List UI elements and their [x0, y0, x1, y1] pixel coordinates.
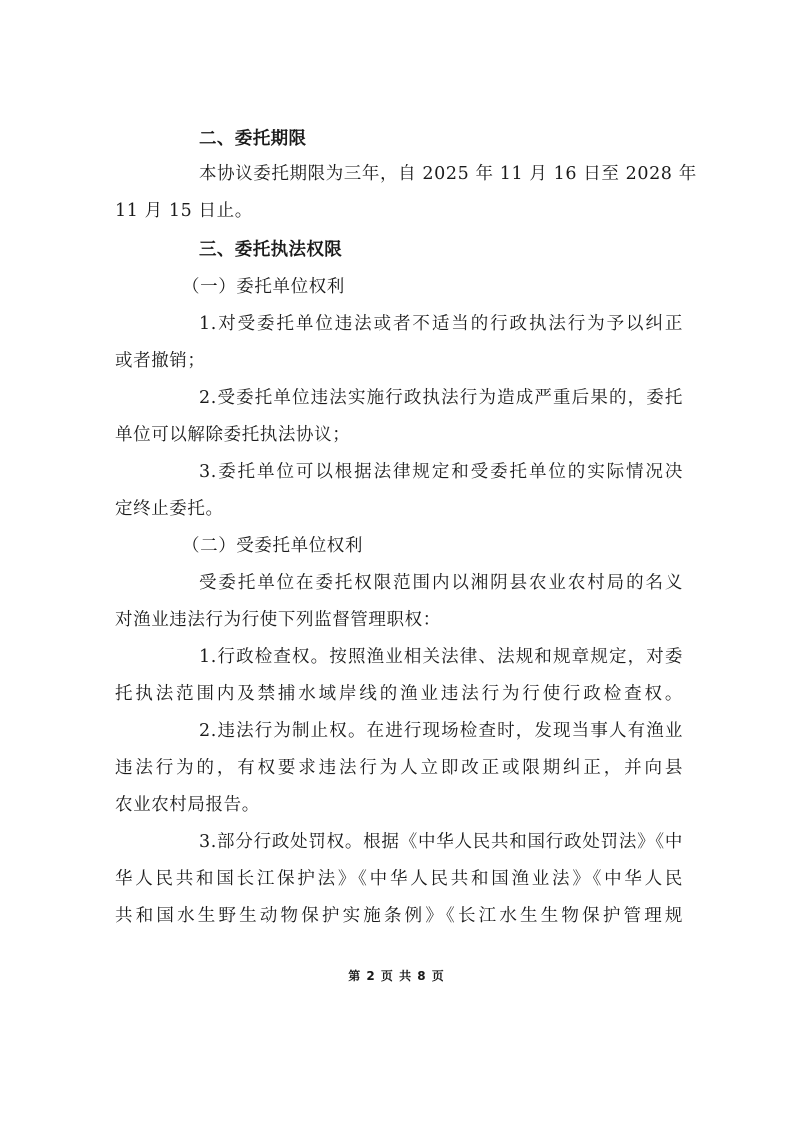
- paragraph-line: 本协议委托期限为三年，自 2025 年 11 月 16 日至 2028 年: [199, 164, 697, 184]
- paragraph-line: 2.受委托单位违法实施行政执法行为造成严重后果的，委托: [199, 388, 683, 408]
- paragraph-line: 或者撤销；: [115, 351, 206, 371]
- paragraph-line: 1.行政检查权。按照渔业相关法律、法规和规章规定，对委: [199, 647, 683, 667]
- section-heading-term: 二、委托期限: [199, 129, 307, 149]
- paragraph-line: 3.委托单位可以根据法律规定和受委托单位的实际情况决: [199, 462, 683, 482]
- paragraph-line: 11 月 15 日止。: [115, 201, 253, 221]
- page-number-footer: 第 2 页 共 8 页: [348, 969, 445, 983]
- paragraph-line: 定终止委托。: [115, 499, 224, 519]
- paragraph-line: 共和国水生野生动物保护实施条例》《长江水生生物保护管理规: [115, 906, 683, 926]
- paragraph-line: 单位可以解除委托执法协议；: [115, 425, 351, 445]
- paragraph-line: 1.对受委托单位违法或者不适当的行政执法行为予以纠正: [199, 314, 683, 334]
- paragraph-line: 2.违法行为制止权。在进行现场检查时，发现当事人有渔业: [199, 721, 683, 741]
- paragraph-line: 对渔业违法行为行使下列监督管理职权：: [115, 610, 441, 630]
- section-heading-authority: 三、委托执法权限: [199, 240, 343, 260]
- subsection-heading-entrusted-rights: （二）受委托单位权利: [182, 536, 363, 556]
- paragraph-line: 托执法范围内及禁捕水域岸线的渔业违法行为行使行政检查权。: [115, 684, 683, 704]
- paragraph-line: 农业农村局报告。: [115, 795, 260, 815]
- paragraph-line: 3.部分行政处罚权。根据《中华人民共和国行政处罚法》《中: [199, 832, 683, 852]
- paragraph-line: 受委托单位在委托权限范围内以湘阴县农业农村局的名义: [199, 573, 683, 593]
- paragraph-line: 违法行为的，有权要求违法行为人立即改正或限期纠正，并向县: [115, 758, 683, 778]
- paragraph-line: 华人民共和国长江保护法》《中华人民共和国渔业法》《中华人民: [115, 869, 683, 889]
- subsection-heading-entrusting-rights: （一）委托单位权利: [182, 277, 345, 297]
